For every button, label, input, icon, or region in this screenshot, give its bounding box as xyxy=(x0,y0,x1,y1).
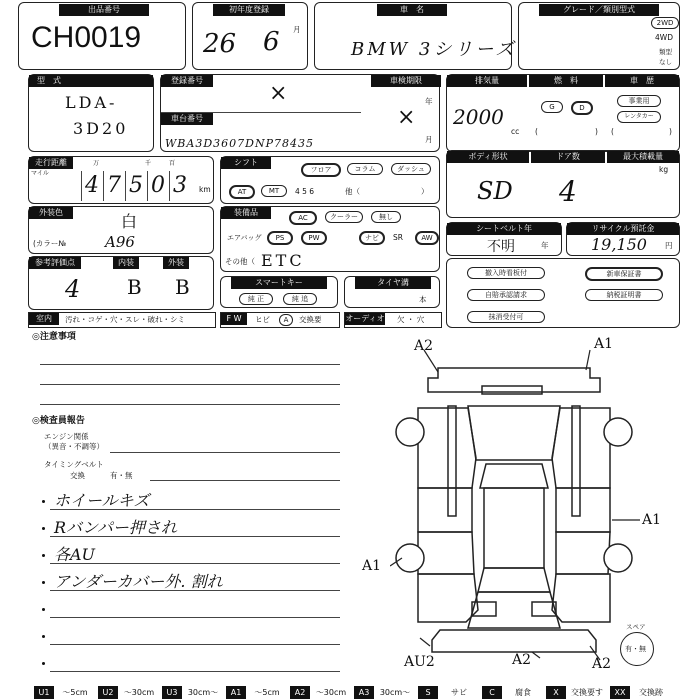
grade-none-1: 類型 xyxy=(659,48,672,56)
car-body-diagram xyxy=(390,340,650,680)
remark-line xyxy=(50,671,340,672)
usage-label: 車 歴 xyxy=(605,75,679,87)
inspector-title: ◎検査員報告 xyxy=(32,416,85,426)
timing-swap: 交換 xyxy=(70,471,85,480)
legend-key: A3 xyxy=(354,686,374,699)
fw-strip-text: ヒビ xyxy=(255,315,270,324)
remark-line xyxy=(50,644,340,645)
engine-line xyxy=(110,452,340,453)
displacement-label: 排気量 xyxy=(447,75,527,87)
legend-value: 30cm～ xyxy=(379,688,411,697)
smart-key-opt2: 純 追 xyxy=(283,293,317,305)
interior-strip xyxy=(28,312,216,328)
registration-box xyxy=(160,74,440,152)
timing-line xyxy=(150,480,340,481)
model-line1: LDA- xyxy=(65,93,118,112)
legend-key: U2 xyxy=(98,686,118,699)
legend-value: 30cm～ xyxy=(187,688,219,697)
legend-value: 腐食 xyxy=(515,688,531,697)
engine-label: エンジン関係 xyxy=(44,432,89,441)
mileage-box xyxy=(28,156,214,204)
capacity-unit: kg xyxy=(659,165,669,174)
tire-label: タイヤ溝 xyxy=(355,277,431,289)
smart-key-label: スマートキー xyxy=(231,277,327,289)
equipment-label: 装備品 xyxy=(221,207,271,219)
shaken-month-unit: 月 xyxy=(425,135,433,144)
tire-box xyxy=(344,276,440,308)
remark-bullet xyxy=(42,554,45,557)
mileage-digit: 3 xyxy=(169,171,190,201)
remark-line xyxy=(50,563,340,564)
remark-bullet xyxy=(42,608,45,611)
equipment-pw-option: PW xyxy=(301,231,327,245)
timing-opts: 有・無 xyxy=(110,471,133,480)
legend-key: C xyxy=(482,686,502,699)
seatbelt-value: 不明 xyxy=(487,239,515,255)
seatbelt-unit: 年 xyxy=(541,241,549,250)
mileage-scale-man: 万 xyxy=(93,160,100,167)
mileage-digit: 7 xyxy=(103,171,124,201)
color-label: 外装色 xyxy=(29,207,73,219)
shift-at-option: AT xyxy=(229,185,255,199)
equipment-aw-option: AW xyxy=(415,231,439,245)
chassis-value: WBA3D3607DNP78435 xyxy=(165,137,314,150)
spare-label: スペア xyxy=(626,623,646,631)
legend-key: A2 xyxy=(290,686,310,699)
displacement-unit: cc xyxy=(511,127,520,136)
month-unit: 月 xyxy=(293,25,301,34)
mileage-scale-sen: 千 xyxy=(145,160,152,167)
notes-title: ◎注意事項 xyxy=(32,332,76,342)
legend-key: U1 xyxy=(34,686,54,699)
shaken-label: 車検期限 xyxy=(371,75,441,87)
legend-value: 交換跡 xyxy=(639,688,663,697)
remark-line xyxy=(50,590,340,591)
mileage-scale-hyaku: 百 xyxy=(169,160,176,167)
doors-label: ドア数 xyxy=(531,151,605,163)
legend-value: ～5cm xyxy=(62,688,88,697)
equipment-none-option: 無し xyxy=(371,211,401,223)
first-registration-year: 26 xyxy=(203,29,237,59)
shift-other: 他（ xyxy=(345,187,360,196)
fw-strip-label: F W xyxy=(221,313,247,325)
tire-unit: 本 xyxy=(419,295,427,304)
audio-strip-text: 欠 ・ 穴 xyxy=(397,315,425,324)
exterior-rating-value: B xyxy=(175,275,190,299)
remark-line xyxy=(50,509,340,510)
exterior-rating-label: 外装 xyxy=(163,257,189,269)
diagram-mark-rear-left: AU2 xyxy=(404,654,435,670)
equipment-nav-option: ナビ xyxy=(359,231,385,245)
rating-value: 4 xyxy=(65,275,81,303)
notes-line-3 xyxy=(40,404,340,405)
lot-number-value: CH0019 xyxy=(31,21,142,54)
registration-label: 登録番号 xyxy=(161,75,213,87)
car-name-label: 車 名 xyxy=(377,4,447,16)
diagram-mark-rear-right: A2 xyxy=(592,656,612,672)
documents-box xyxy=(446,258,680,328)
legend-key: U3 xyxy=(162,686,182,699)
lot-number-box xyxy=(18,2,186,70)
legend-key: XX xyxy=(610,686,630,699)
doc-meter-swap: 撤入時看板付 xyxy=(467,267,545,279)
legend-value: サビ xyxy=(451,688,467,697)
interior-rating-label: 内装 xyxy=(113,257,139,269)
doc-self-cert: 自賠承認請求 xyxy=(467,289,545,301)
first-registration-box xyxy=(192,2,308,70)
remark-bullet xyxy=(42,662,45,665)
mileage-digit: 4 xyxy=(81,171,102,201)
remark-text: ホイールキズ xyxy=(54,491,150,510)
body-type-value: SD xyxy=(477,177,513,205)
remark-text: Rバンパー押され xyxy=(54,518,177,537)
registration-value: × xyxy=(269,81,288,106)
shift-paren-close: ） xyxy=(421,187,429,196)
interior-rating-value: B xyxy=(127,275,142,299)
model-label: 型 式 xyxy=(29,75,153,87)
smart-key-opt1: 純 正 xyxy=(239,293,273,305)
legend-value: ～30cm xyxy=(315,688,347,697)
equipment-other-label: その他（ xyxy=(225,257,255,266)
diagram-mark-right-side: A1 xyxy=(642,512,662,528)
color-code-label: (カラー№ xyxy=(33,239,67,248)
rating-box xyxy=(28,256,214,310)
first-registration-label: 初年度登録 xyxy=(213,4,285,16)
fw-strip-swap: 交換要 xyxy=(299,315,322,324)
damage-legend xyxy=(34,686,680,699)
grade-2wd-option: 2WD xyxy=(651,17,679,29)
notes-line-2 xyxy=(40,384,340,385)
equipment-other-value: ETC xyxy=(261,251,305,270)
doors-value: 4 xyxy=(559,175,577,208)
doc-deregistered: 抹消受付可 xyxy=(467,311,545,323)
equipment-cooler-option: クーラー xyxy=(325,211,363,223)
mileage-label: 走行距離 xyxy=(29,157,73,169)
diagram-mark-front-left: A2 xyxy=(414,338,434,354)
mileage-digit: 0 xyxy=(147,171,168,201)
legend-key: A1 xyxy=(226,686,246,699)
remark-line xyxy=(50,617,340,618)
shift-label: シフト xyxy=(221,157,271,169)
chassis-label: 車台番号 xyxy=(161,113,213,125)
remark-bullet xyxy=(42,500,45,503)
legend-value: ～5cm xyxy=(254,688,280,697)
mileage-sub-label: マイル xyxy=(31,170,49,177)
body-box xyxy=(446,150,680,218)
doc-tax-cert: 納税証明書 xyxy=(585,289,663,301)
legend-key: S xyxy=(418,686,438,699)
capacity-label: 最大積載量 xyxy=(607,151,679,163)
recycle-box xyxy=(566,222,680,256)
timing-label: タイミングベルト xyxy=(44,460,104,469)
usage-paren-open: ( xyxy=(611,127,614,136)
shift-gears: 4 5 6 xyxy=(295,187,315,196)
diagram-mark-left-rear-wheel: A1 xyxy=(362,558,382,574)
legend-value: ～30cm xyxy=(123,688,155,697)
color-code-value: A96 xyxy=(105,233,135,251)
fw-strip xyxy=(220,312,340,328)
rating-label: 参考評価点 xyxy=(29,257,81,269)
legend-key: X xyxy=(546,686,566,699)
seatbelt-box xyxy=(446,222,562,256)
recycle-label: リサイクル預託金 xyxy=(567,223,679,235)
model-line2: 3D20 xyxy=(73,119,129,138)
shift-mt-option: MT xyxy=(261,185,287,197)
remark-line xyxy=(50,536,340,537)
registration-divider xyxy=(161,112,361,113)
shift-box xyxy=(220,156,440,204)
displacement-box xyxy=(446,74,680,152)
engine-sub: （異音・不調等） xyxy=(44,442,104,451)
remark-bullet xyxy=(42,527,45,530)
remark-bullet xyxy=(42,635,45,638)
usage-business-option: 事業用 xyxy=(617,95,661,107)
grade-box xyxy=(518,2,680,70)
remark-text: アンダーカバー外. 割れ xyxy=(54,572,223,591)
displacement-value: 2000 xyxy=(453,105,504,129)
mileage-digit: 5 xyxy=(125,171,146,201)
audio-strip-label: オーディオ xyxy=(345,314,385,323)
grade-4wd-option: 4WD xyxy=(655,33,673,42)
fw-strip-badge: A xyxy=(279,314,293,326)
shaken-year-unit: 年 xyxy=(425,97,433,106)
recycle-value: 19,150 xyxy=(591,235,647,254)
usage-paren-close: ) xyxy=(669,127,672,136)
remark-text: 各AU xyxy=(54,545,96,564)
seatbelt-label: シートベルト年 xyxy=(447,223,561,235)
car-name-box xyxy=(314,2,517,70)
fuel-g-option: G xyxy=(541,101,563,113)
shaken-value: × xyxy=(397,105,416,130)
equipment-ps-option: PS xyxy=(267,231,293,245)
model-box xyxy=(28,74,154,152)
spare-circle xyxy=(620,632,654,666)
fuel-label: 燃 料 xyxy=(529,75,603,87)
first-registration-month: 6 xyxy=(263,27,280,57)
fuel-paren-open: ( xyxy=(535,127,538,136)
diagram-mark-front-right: A1 xyxy=(594,336,614,352)
remark-bullet xyxy=(42,581,45,584)
body-type-label: ボディ形状 xyxy=(447,151,529,163)
shift-floor-option: フロア xyxy=(301,163,341,177)
equipment-sr: SR xyxy=(393,233,403,242)
lot-number-label: 出品番号 xyxy=(59,4,149,16)
color-box xyxy=(28,206,214,254)
interior-strip-text: 汚れ・コゲ・穴・スレ・破れ・シミ xyxy=(65,315,185,324)
fuel-d-option: D xyxy=(571,101,593,115)
color-value: 白 xyxy=(121,212,138,231)
equipment-ac-option: AC xyxy=(289,211,317,225)
spare-value: 有・無 xyxy=(625,645,646,653)
doc-new-warranty: 新車保証書 xyxy=(585,267,663,281)
equipment-box xyxy=(220,206,440,272)
audio-strip xyxy=(344,312,442,328)
legend-value: 交換要す xyxy=(571,688,603,697)
mileage-unit: km xyxy=(199,185,211,194)
shift-column-option: コラム xyxy=(347,163,383,175)
interior-strip-label: 室内 xyxy=(29,313,59,325)
usage-rental-option: レンタカー xyxy=(617,111,661,123)
shift-dash-option: ダッシュ xyxy=(391,163,431,175)
fuel-paren-close: ) xyxy=(595,127,598,136)
equipment-airbag: エアバッグ xyxy=(227,234,262,242)
grade-label: グレード／類別型式 xyxy=(539,4,659,16)
smart-key-box xyxy=(220,276,338,308)
notes-line-1 xyxy=(40,364,340,365)
grade-none-2: なし xyxy=(659,58,672,66)
diagram-mark-rear-center: A2 xyxy=(512,652,532,668)
recycle-unit: 円 xyxy=(665,241,673,250)
car-name-value: BMW 3シリーズ xyxy=(351,39,517,60)
